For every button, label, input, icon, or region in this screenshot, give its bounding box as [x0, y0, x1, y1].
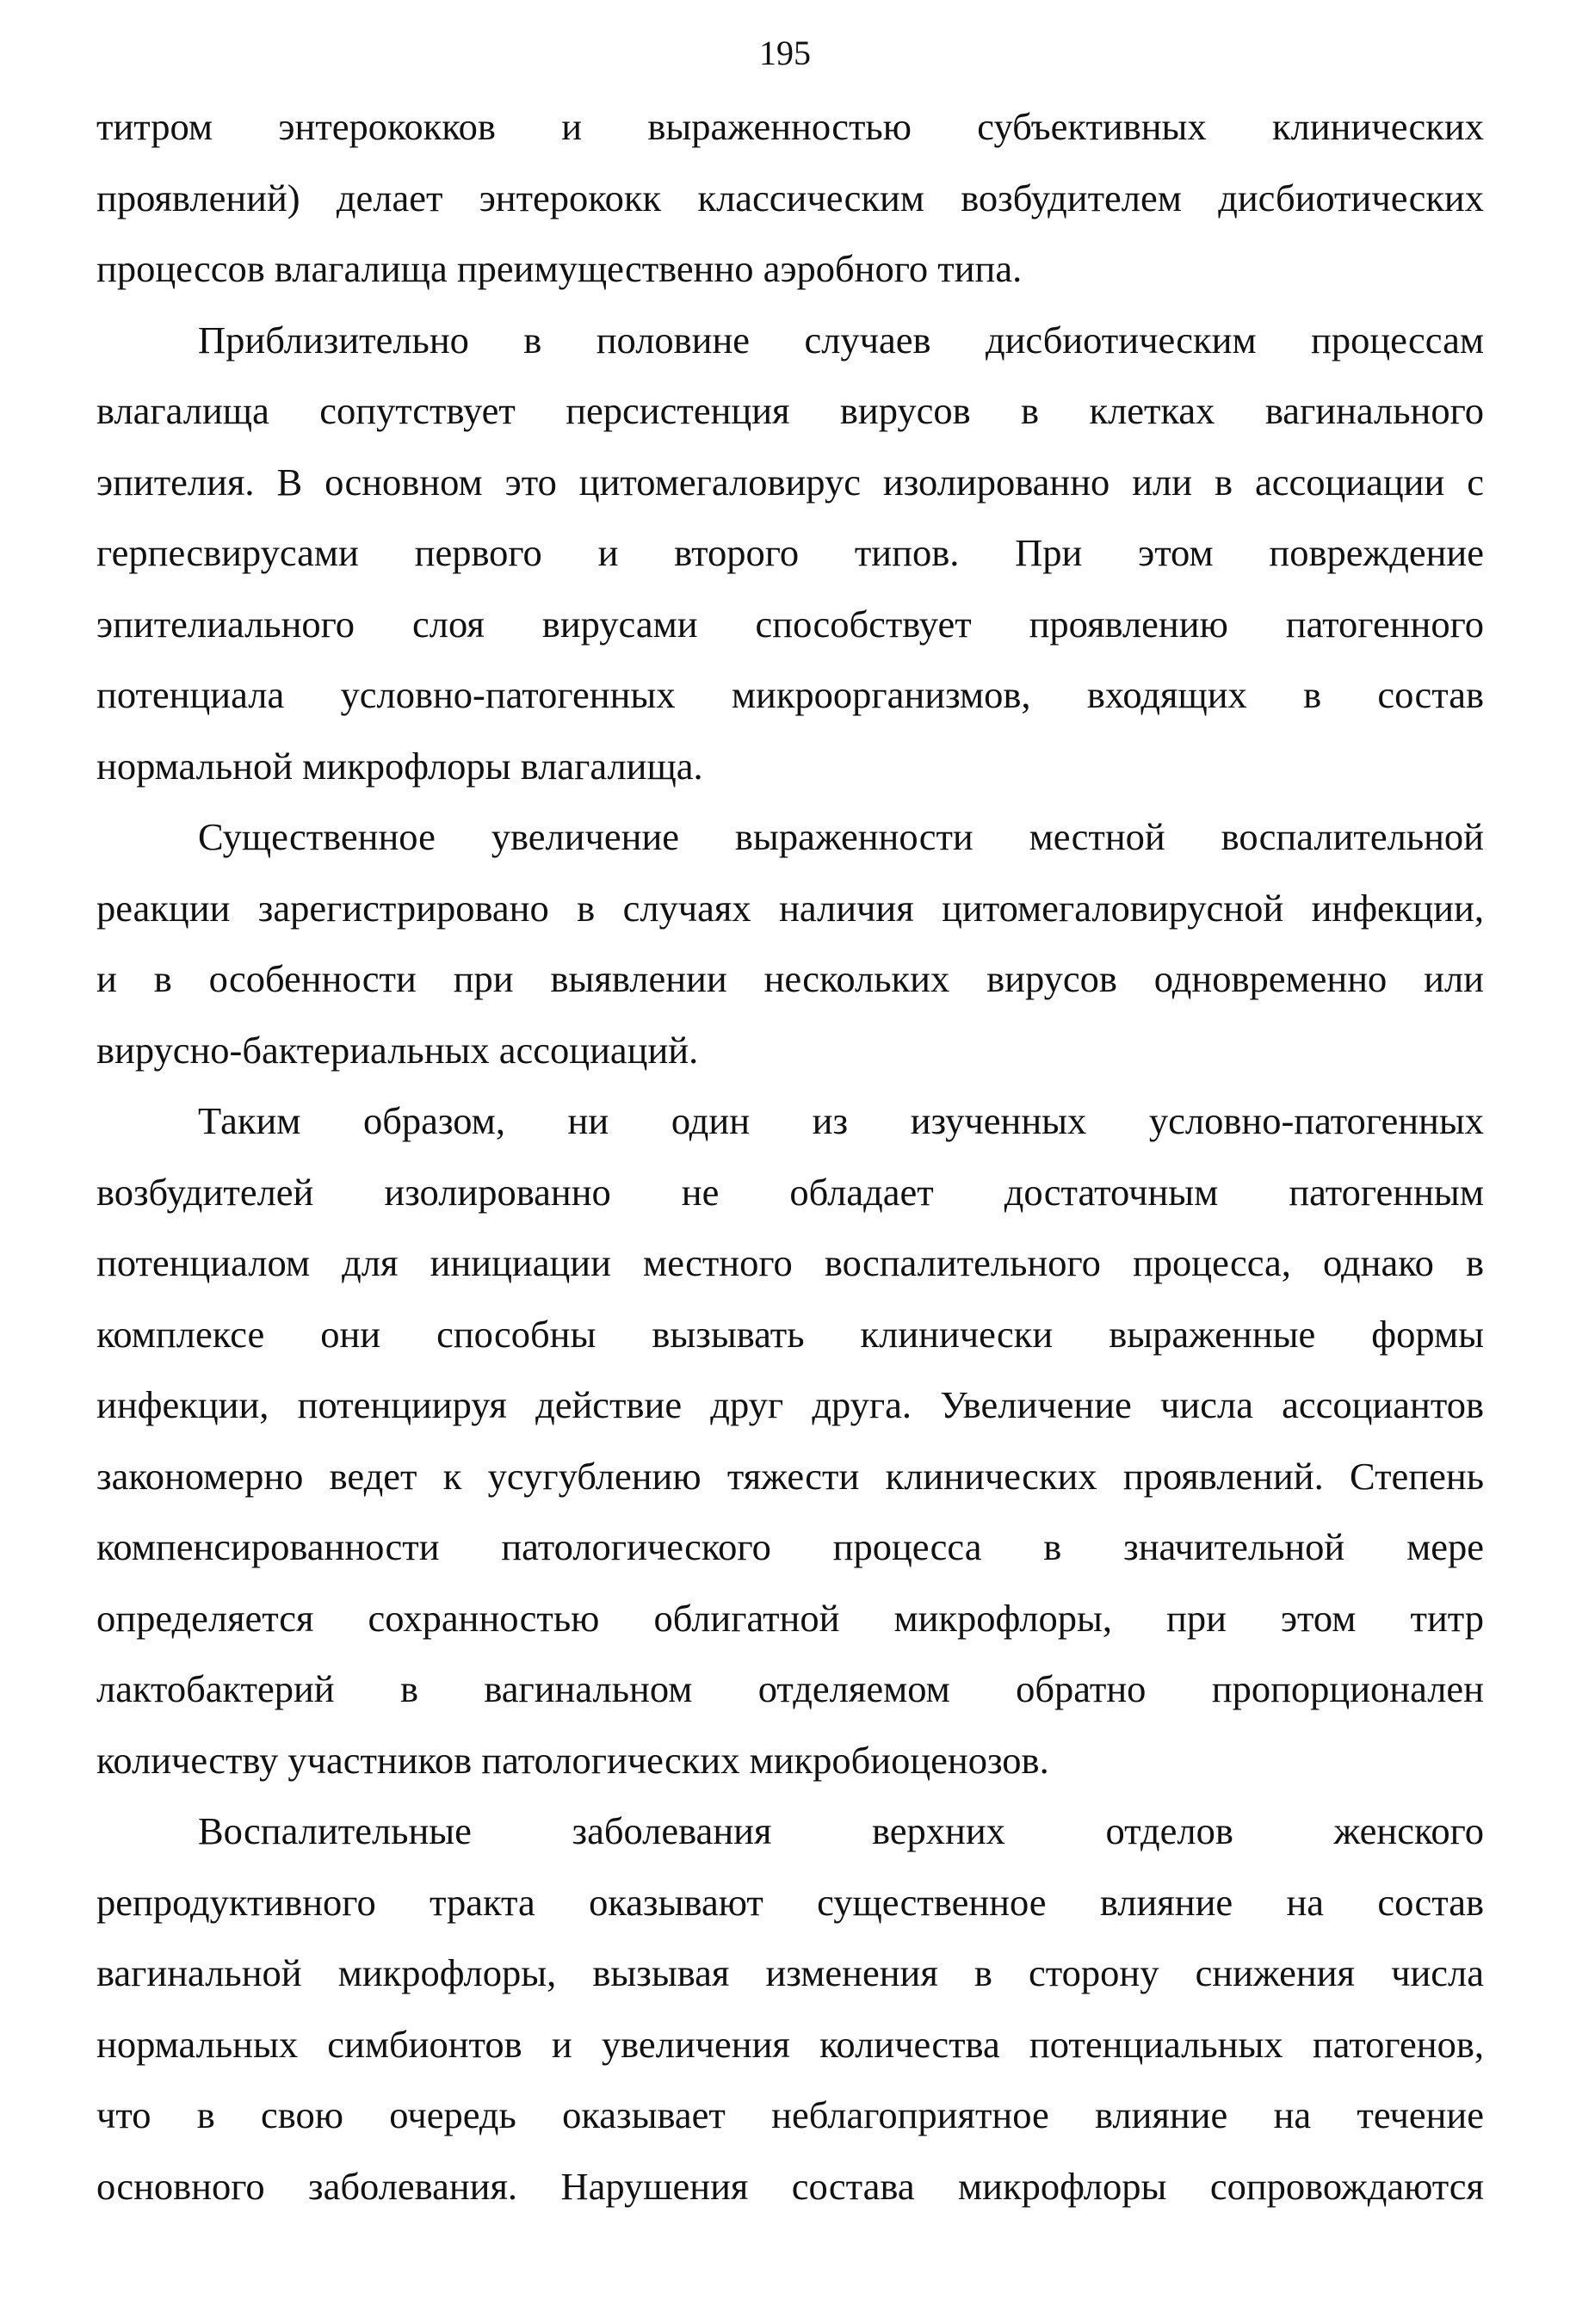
paragraph-1	[96, 91, 1484, 305]
text-line: определяется сохранностью облигатной микрофлоры, при этом титр	[96, 1596, 1484, 1640]
text-line: вирусно-бактериальных ассоциаций.	[96, 1028, 699, 1072]
text-line: нормальной микрофлоры влагалища.	[96, 744, 703, 788]
paragraph-4	[96, 1085, 1484, 1796]
text-line: реакции зарегистрировано в случаях наличия цитомегаловирусной инфекции,	[96, 886, 1484, 930]
text-line: герпесвирусами первого и второго типов. При этом повреждение	[96, 531, 1484, 574]
text-line: комплексе они способны вызывать клинически выраженные формы	[96, 1312, 1484, 1356]
paragraph-2	[96, 305, 1484, 802]
text-line: основного заболевания. Нарушения состава микрофлоры сопровождаются	[96, 2164, 1484, 2208]
text-line: проявлений) делает энтерококк классическим возбудителем дисбиотических	[96, 176, 1484, 219]
text-line: вагинальной микрофлоры, вызывая изменения в сторону снижения числа	[96, 1951, 1484, 1994]
text-line: влагалища сопутствует персистенция вирусов в клетках вагинального	[96, 389, 1484, 432]
text-line: эпителиального слоя вирусами способствует проявлению патогенного	[96, 602, 1484, 646]
text-line: процессов влагалища преимущественно аэробного типа.	[96, 247, 1023, 290]
text-line: Воспалительные заболевания верхних отделов женского	[198, 1809, 1484, 1852]
text-line: лактобактерий в вагинальном отделяемом обратно пропорционален	[96, 1667, 1484, 1710]
text-line: потенциала условно-патогенных микроорганизмов, входящих в состав	[96, 673, 1484, 716]
text-line: закономерно ведет к усугублению тяжести клинических проявлений. Степень	[96, 1454, 1484, 1498]
text-line: что в свою очередь оказывает неблагоприятное влияние на течение	[96, 2093, 1484, 2136]
body-text	[96, 91, 1484, 2222]
text-line: Существенное увеличение выраженности местной воспалительной	[198, 815, 1484, 858]
text-line: репродуктивного тракта оказывают существенное влияние на состав	[96, 1880, 1484, 1924]
text-line: инфекции, потенциируя действие друг друга. Увеличение числа ассоциантов	[96, 1383, 1484, 1426]
paragraph-5	[96, 1796, 1484, 2222]
text-line: и в особенности при выявлении нескольких вирусов одновременно или	[96, 957, 1484, 1000]
text-line: титром энтерококков и выраженностью субъективных клинических	[96, 105, 1484, 148]
page-number: 195	[759, 34, 811, 72]
text-line: компенсированности патологического процесса в значительной мере	[96, 1525, 1484, 1568]
text-line: нормальных симбионтов и увеличения количества потенциальных патогенов,	[96, 2022, 1484, 2066]
paragraph-3	[96, 801, 1484, 1085]
text-line: Приблизительно в половине случаев дисбиотическим процессам	[198, 318, 1484, 362]
text-line: возбудителей изолированно не обладает достаточным патогенным	[96, 1170, 1484, 1214]
text-line: потенциалом для инициации местного воспалительного процесса, однако в	[96, 1241, 1484, 1284]
text-line: эпителия. В основном это цитомегаловирус изолированно или в ассоциации с	[96, 460, 1484, 504]
text-line: количеству участников патологических микробиоценозов.	[96, 1738, 1049, 1782]
text-line: Таким образом, ни один из изученных условно-патогенных	[198, 1099, 1484, 1142]
